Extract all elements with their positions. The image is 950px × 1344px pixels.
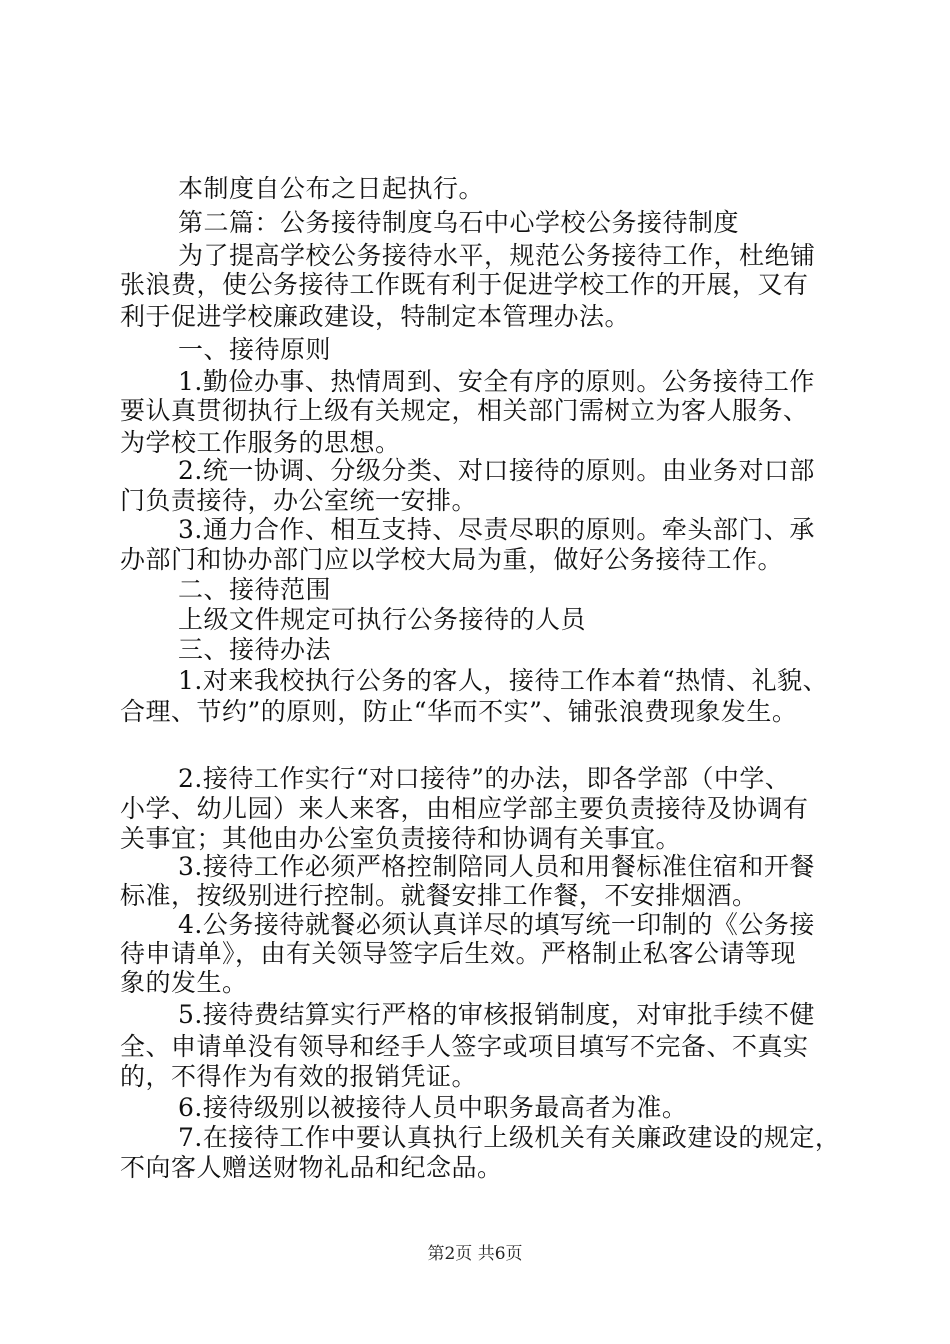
paragraph-line: 1.勤俭办事、热情周到、安全有序的原则。公务接待工作 [178, 367, 815, 396]
paragraph-line: 本制度自公布之日起执行。 [178, 174, 485, 203]
paragraph-line: 标准，按级别进行控制。就餐安排工作餐，不安排烟酒。 [120, 881, 758, 910]
page-number: 第2页 共6页 [427, 1244, 523, 1264]
paragraph-line: 4.公务接待就餐必须认真详尽的填写统一印制的《公务接 [178, 910, 815, 939]
paragraph-line: 为了提高学校公务接待水平，规范公务接待工作，杜绝铺 [178, 241, 816, 270]
paragraph-line: 小学、幼儿园）来人来客，由相应学部主要负责接待及协调有 [120, 794, 809, 823]
paragraph-line: 门负责接待，办公室统一安排。 [120, 486, 478, 515]
paragraph-line: 3.接待工作必须严格控制陪同人员和用餐标准住宿和开餐 [178, 852, 815, 881]
paragraph-line: 全、申请单没有领导和经手人签字或项目填写不完备、不真实 [120, 1032, 809, 1061]
paragraph-line: 的，不得作为有效的报销凭证。 [120, 1062, 478, 1091]
paragraph-line: 关事宜；其他由办公室负责接待和协调有关事宜。 [120, 824, 682, 853]
paragraph-line: 2.统一协调、分级分类、对口接待的原则。由业务对口部 [178, 456, 815, 485]
paragraph-line: 7.在接待工作中要认真执行上级机关有关廉政建设的规定， [178, 1123, 841, 1152]
paragraph-line: 张浪费，使公务接待工作既有利于促进学校工作的开展，又有 [120, 270, 809, 299]
paragraph-line: 上级文件规定可执行公务接待的人员 [178, 605, 587, 634]
paragraph-line: 为学校工作服务的思想。 [120, 428, 401, 457]
paragraph-line: 1.对来我校执行公务的客人，接待工作本着“热情、礼貌、 [178, 666, 829, 695]
section-heading: 第二篇：公务接待制度乌石中心学校公务接待制度 [178, 208, 740, 237]
section-heading: 一、接待原则 [178, 335, 332, 364]
paragraph-line: 3.通力合作、相互支持、尽责尽职的原则。牵头部门、承 [178, 515, 815, 544]
paragraph-line: 不向客人赠送财物礼品和纪念品。 [120, 1153, 503, 1182]
paragraph-line: 6.接待级别以被接待人员中职务最高者为准。 [178, 1093, 688, 1122]
paragraph-line: 利于促进学校廉政建设，特制定本管理办法。 [120, 302, 631, 331]
paragraph-line: 要认真贯彻执行上级有关规定，相关部门需树立为客人服务、 [120, 396, 809, 425]
paragraph-line: 象的发生。 [120, 968, 248, 997]
paragraph-line: 2.接待工作实行“对口接待”的办法，即各学部（中学、 [178, 764, 791, 793]
paragraph-line: 合理、节约”的原则，防止“华而不实”、铺张浪费现象发生。 [120, 697, 798, 726]
paragraph-line: 待申请单》，由有关领导签字后生效。严格制止私客公请等现 [120, 939, 797, 968]
section-heading: 三、接待办法 [178, 635, 332, 664]
section-heading: 二、接待范围 [178, 575, 332, 604]
paragraph-line: 5.接待费结算实行严格的审核报销制度，对审批手续不健 [178, 1000, 815, 1029]
paragraph-line: 办部门和协办部门应以学校大局为重，做好公务接待工作。 [120, 545, 784, 574]
